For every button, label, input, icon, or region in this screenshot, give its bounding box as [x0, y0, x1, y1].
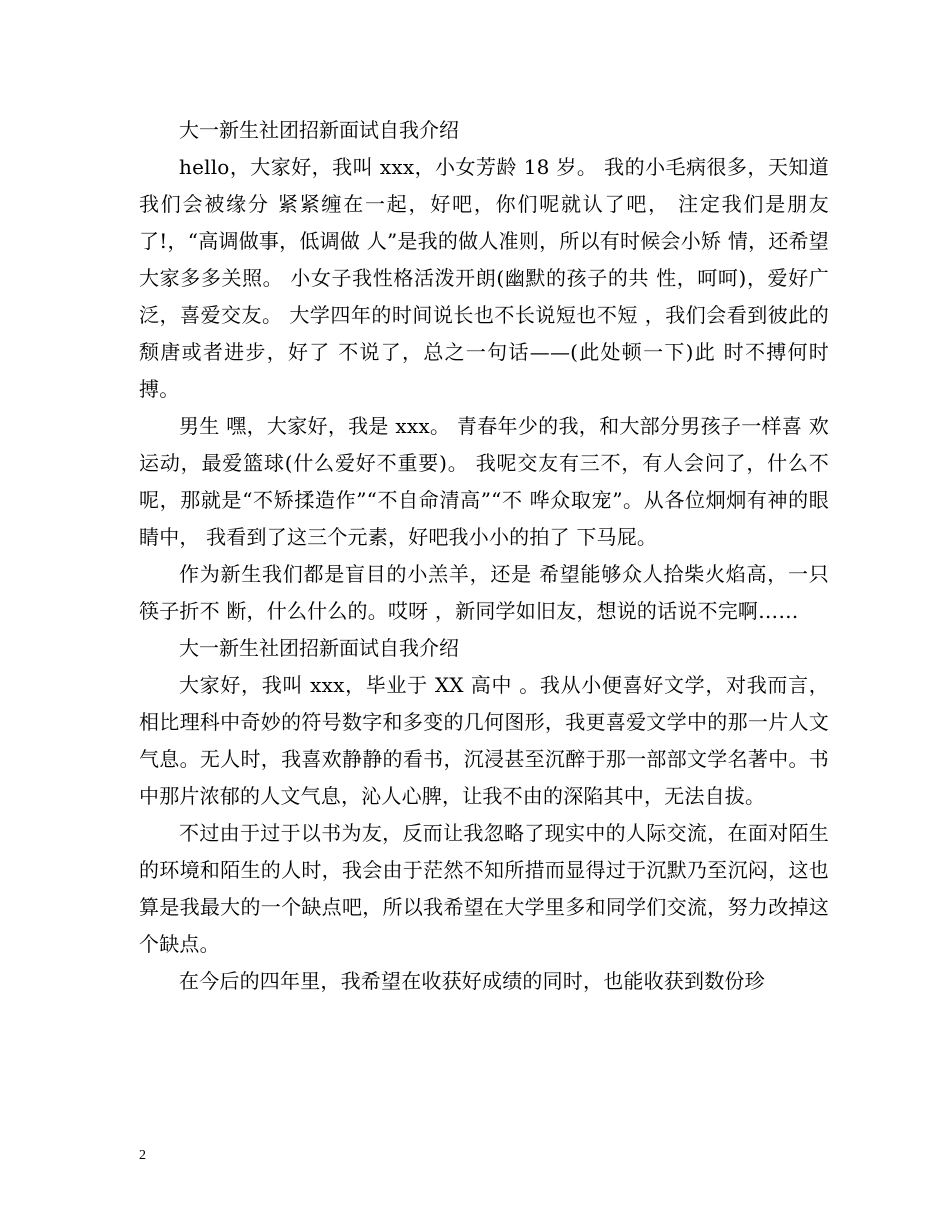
page-number: 2	[139, 1148, 146, 1163]
paragraph: 作为新生我们都是盲目的小羔羊，还是 希望能够众人拾柴火焰高，一只筷子折不 断，什么什么的。哎呀 ，新同学如旧友，想说的话说不完啊……	[139, 562, 829, 623]
paragraph: 不过由于过于以书为友，反而让我忽略了现实中的人际交流，在面对陌生的环境和陌生的人时，我会由于茫然不知所措而显得过于沉默乃至沉闷，这也算是我最大的一个缺点吧，所以我希望在大学里多和同学们交流，努力改掉这个缺点。	[139, 821, 829, 956]
paragraph: 大家好，我叫 xxx，毕业于 XX 高中 。我从小便喜好文学，对我而言，相比理科中奇妙的符号数字和多变的几何图形，我更喜爱文学中的那一片人文气息。无人时，我喜欢静静的看书，沉浸甚至沉醉于那一部部文学名著中。书中那片浓郁的人文气息，沁人心脾，让我不由的深陷其中，无法自拔。	[139, 673, 829, 808]
section-title: 大一新生社团招新面试自我介绍	[179, 118, 459, 142]
paragraph: 在今后的四年里，我希望在收获好成绩的同时，也能收获到数份珍	[179, 969, 765, 993]
section-title: 大一新生社团招新面试自我介绍	[179, 636, 459, 660]
paragraph: hello，大家好，我叫 xxx，小女芳龄 18 岁。 我的小毛病很多，天知道我们会被缘分 紧紧缠在一起，好吧，你们呢就认了吧， 注定我们是朋友了!，“高调做事，低调做 人”是我的做人准则，所以有时候会小矫 情，还希望大家多多关照。 小女子我性格活泼开朗(幽默的孩子的共 性，呵呵)，爱好广泛，喜爱交友。 大学四年的时间说长也不长说短也不短 ，我们会看到彼此的颓唐或者进步，好了 不说了，总之一句话——(此处顿一下)此 时不搏何时搏。	[139, 155, 829, 401]
document-page	[139, 112, 829, 1000]
paragraph: 男生 嘿，大家好，我是 xxx。 青春年少的我，和大部分男孩子一样喜 欢运动，最爱篮球(什么爱好不重要)。 我呢交友有三不，有人会问了，什么不 呢，那就是“不矫揉造作”“不自命清高”“不 哗众取宠”。从各位炯炯有神的眼睛中， 我看到了这三个元素，好吧我小小的拍了 下马屁。	[139, 414, 829, 549]
